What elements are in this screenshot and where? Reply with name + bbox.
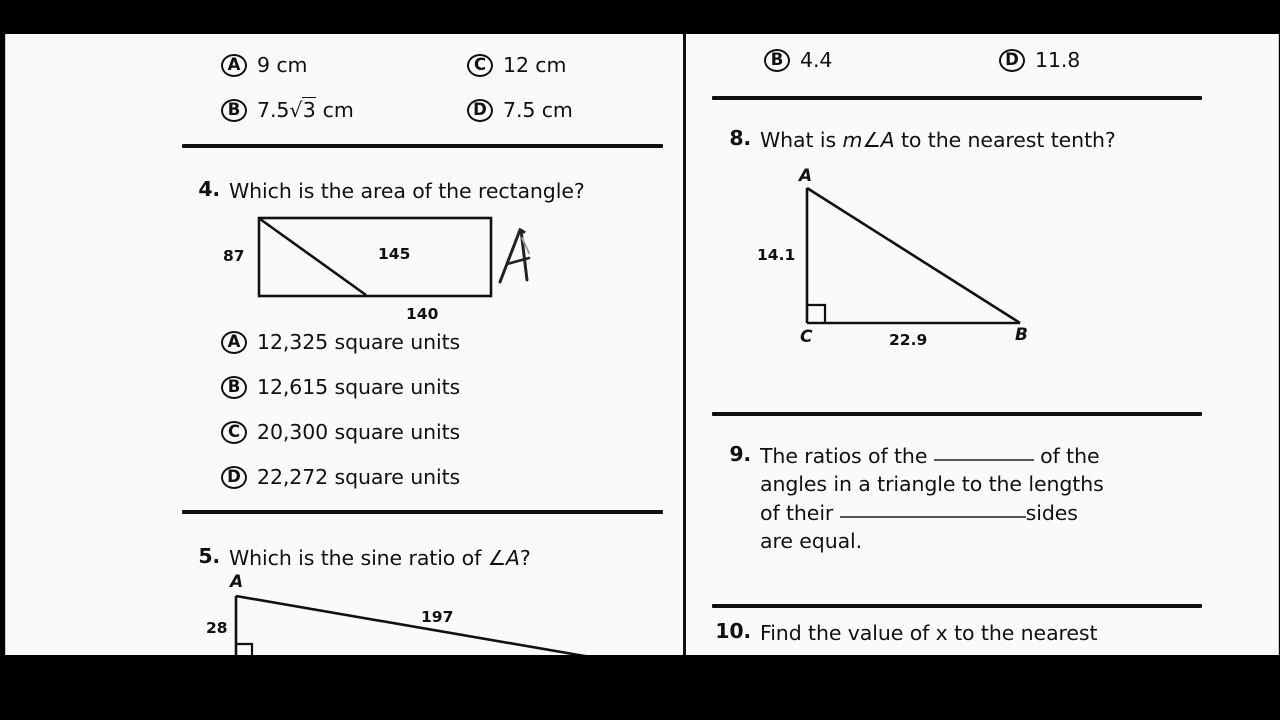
choice-b[interactable] xyxy=(221,98,354,122)
q9-line1-after: of the xyxy=(1040,444,1100,468)
triangle-q8-svg xyxy=(749,168,1079,358)
question-8-prompt-before: What is xyxy=(760,128,843,152)
choice-b-label xyxy=(257,98,354,122)
q4-choice-c[interactable] xyxy=(221,420,460,444)
worksheet-page xyxy=(5,34,1279,655)
bubble-b: B xyxy=(764,49,790,72)
separator-rule xyxy=(712,412,1202,416)
bubble-a: A xyxy=(221,54,247,77)
q9-line3-after: sides xyxy=(1025,500,1078,525)
q3-choices xyxy=(171,34,671,134)
question-10-number: 10. xyxy=(715,619,751,643)
q9-blank-1[interactable] xyxy=(934,459,1034,461)
question-4-number: 4. xyxy=(198,177,220,201)
question-5-prompt xyxy=(229,544,531,572)
bubble-d: D xyxy=(999,49,1025,72)
q4-choice-b-label: 12,615 square units xyxy=(257,375,461,399)
handwritten-answer-mark xyxy=(496,224,542,290)
q4-choice-d-label: 22,272 square units xyxy=(257,465,461,489)
q4-choice-a-label: 12,325 square units xyxy=(257,330,461,354)
rectangle-base-label: 140 xyxy=(406,305,439,323)
question-5-number: 5. xyxy=(198,544,220,568)
triangle-figure-q5 xyxy=(206,572,626,655)
handwritten-a-icon xyxy=(496,224,542,286)
question-5 xyxy=(194,544,664,572)
q9-line4: are equal. xyxy=(760,528,863,553)
question-5-prompt-after: ? xyxy=(519,546,531,570)
question-10-prompt: Find the value of x to the nearest xyxy=(760,621,1098,645)
letterbox-top xyxy=(0,0,1280,34)
triangle-q5-svg xyxy=(206,582,626,655)
bubble-c: C xyxy=(221,421,247,444)
triangle-q8-vertex-a: A xyxy=(799,166,813,186)
rectangle-side-label: 87 xyxy=(223,247,245,265)
choice-b-suffix: cm xyxy=(316,98,354,122)
choice-b-coefficient: 7.5 xyxy=(257,98,290,122)
question-4 xyxy=(194,177,664,205)
triangle-figure-q8 xyxy=(749,168,1079,358)
q9-line2: angles in a triangle to the lengths xyxy=(760,472,1104,497)
square-root-icon: √3 xyxy=(289,98,316,122)
choice-c-label: 12 cm xyxy=(503,53,567,77)
q4-choice-d[interactable] xyxy=(221,465,460,489)
q7-choice-d-label: 11.8 xyxy=(1035,48,1081,72)
question-4-prompt: Which is the area of the rectangle? xyxy=(229,179,585,203)
choice-a[interactable] xyxy=(221,53,307,77)
q4-choice-b[interactable] xyxy=(221,375,460,399)
triangle-q5-vertical-label: 28 xyxy=(206,619,228,637)
triangle-q8-leg-vertical-label: 14.1 xyxy=(757,246,796,264)
question-9 xyxy=(725,442,1205,555)
bubble-d: D xyxy=(467,99,493,122)
triangle-q8-vertex-b: B xyxy=(1015,325,1028,345)
bubble-c: C xyxy=(467,54,493,77)
separator-rule xyxy=(712,96,1202,100)
q9-line3-before: of their xyxy=(760,500,834,525)
letterbox-bottom xyxy=(0,655,1280,720)
question-8-prompt-after: to the nearest tenth? xyxy=(894,128,1116,152)
separator-rule xyxy=(712,604,1202,608)
choice-d[interactable] xyxy=(467,98,573,122)
q4-choice-c-label: 20,300 square units xyxy=(257,420,461,444)
column-divider xyxy=(683,34,686,655)
bubble-d: D xyxy=(221,466,247,489)
bubble-a: A xyxy=(221,331,247,354)
question-5-angle: ∠A xyxy=(487,546,520,570)
choice-d-label: 7.5 cm xyxy=(503,98,573,122)
question-8-number: 8. xyxy=(729,126,751,150)
left-column xyxy=(171,34,671,637)
q7-choice-b-label: 4.4 xyxy=(800,48,833,72)
question-8-math: m∠A xyxy=(842,128,895,152)
q4-choice-a[interactable] xyxy=(221,330,460,354)
rectangle-diagonal-label: 145 xyxy=(378,245,411,263)
q9-blank-2[interactable] xyxy=(840,516,1026,518)
question-8-prompt xyxy=(760,126,1116,154)
question-8 xyxy=(725,126,1205,154)
q9-line1-before: The ratios of the xyxy=(760,444,928,468)
q7-choice-d[interactable] xyxy=(999,48,1080,72)
triangle-q5-vertex-a: A xyxy=(230,572,244,592)
q7-choice-b[interactable] xyxy=(764,48,832,72)
radicand: 3 xyxy=(302,98,316,122)
triangle-q8-leg-horizontal-label: 22.9 xyxy=(889,331,928,349)
question-5-prompt-before: Which is the sine ratio of xyxy=(229,546,488,570)
choice-c[interactable] xyxy=(467,53,566,77)
question-9-number: 9. xyxy=(729,442,751,466)
right-column xyxy=(701,34,1211,645)
bubble-b: B xyxy=(221,376,247,399)
q7-choices xyxy=(701,34,1211,89)
question-9-prompt xyxy=(760,442,1185,555)
separator-rule xyxy=(182,144,663,148)
triangle-q8-vertex-c: C xyxy=(800,327,813,347)
choice-a-label: 9 cm xyxy=(257,53,308,77)
triangle-q5-hypotenuse-label: 197 xyxy=(421,608,454,626)
bubble-b: B xyxy=(221,99,247,122)
question-10 xyxy=(711,619,1201,647)
separator-rule xyxy=(182,510,663,514)
